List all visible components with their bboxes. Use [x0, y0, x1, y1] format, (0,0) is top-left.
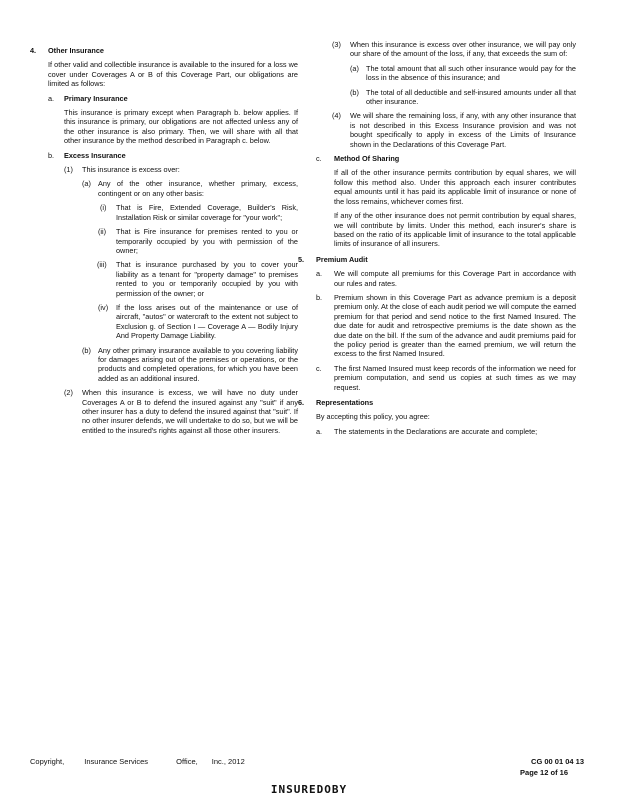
primary-insurance-text: This insurance is primary except when Paragraph b. below applies. If this insurance is primary, our obligations are not affected unless any of the other insurance is also primary. Then, we will share with all that other insurance by the method described in Paragraph c. below.: [64, 108, 298, 146]
item-text: We will share the remaining loss, if any, with any other insurance that is not described in this Excess Insurance provision and was not bought specifically to apply in excess of the Limits of Insurance shown in the Declarations of this Coverage Part.: [350, 111, 576, 149]
item-label: (b): [350, 87, 359, 97]
item-text: Any other primary insurance available to you covering liability for damages arising out of the premises or operations, or the products and completed operations, for which you have been added as an additional insured.: [98, 345, 298, 383]
item-text: When this insurance is excess over other insurance, we will pay only our share of the amount of the loss, if any, that exceeds the sum of:: [350, 40, 576, 59]
section-title: Other Insurance: [48, 46, 104, 55]
primary-insurance-heading: [30, 94, 298, 103]
item-text: This insurance is excess over:: [82, 165, 180, 175]
item-text: That is Fire, Extended Coverage, Builder's Risk, Installation Risk or similar coverage for "your work";: [116, 203, 298, 222]
item-label: (iv): [98, 302, 109, 312]
section-6-heading: [298, 398, 576, 407]
excess-item-3: [332, 40, 576, 59]
excess-item-2: [30, 388, 298, 435]
item-text: We will compute all premiums for this Coverage Part in accordance with our rules and rates.: [334, 269, 576, 288]
item-label: (iii): [97, 260, 107, 270]
item-label: (ii): [98, 227, 107, 237]
left-column: [30, 40, 298, 440]
copyright-inc: Inc., 2012: [211, 757, 245, 766]
premium-audit-c: [316, 364, 576, 392]
excess-item-4: [332, 111, 576, 149]
excess-item-ii: [30, 227, 298, 255]
section-title: Representations: [316, 398, 374, 407]
item-text: The total amount that all such other insurance would pay for the loss in the absence of this insurance; and: [366, 63, 576, 83]
premium-audit-b: [316, 293, 576, 359]
section-number: 5.: [298, 254, 305, 264]
item-label: (a): [82, 179, 91, 189]
item-label: b.: [48, 150, 55, 160]
method-of-sharing-heading: [316, 154, 578, 163]
item-label: c.: [316, 154, 322, 164]
item-label: a.: [48, 93, 55, 103]
excess-item-iii: [30, 260, 298, 298]
section-4-intro: If other valid and collectible insurance is available to the insured for a loss we cover under Coverages A or B of this Coverage Part, our obligations are limited as follows:: [48, 60, 298, 89]
item-label: a.: [316, 269, 323, 279]
excess-item-iv: [30, 303, 298, 341]
item-text: That is Fire insurance for premises rented to you or temporarily occupied by you with permission of the owner;: [116, 227, 298, 255]
footer-page-number: Page 12 of 16: [520, 768, 568, 777]
brand-watermark: INSUREDOBY: [270, 783, 348, 796]
item-text: That is insurance purchased by you to cover your liability as a tenant for "property damage" to premises rented to you or temporarily occupied by you with permission of the owner; or: [116, 260, 298, 298]
premium-audit-a: [316, 269, 576, 288]
section-4-heading: [30, 46, 298, 55]
item-text: Any of the other insurance, whether primary, excess, contingent or on any other basis:: [98, 179, 298, 198]
section-number: 6.: [298, 398, 305, 407]
excess-item-1a: [30, 179, 298, 198]
item-label: b.: [316, 292, 323, 302]
item-label: (2): [64, 388, 73, 398]
item-text: The total of all deductible and self-insured amounts under all that other insurance.: [366, 87, 576, 107]
copyright-office: Office,: [176, 757, 198, 766]
method-of-sharing-p1: If all of the other insurance permits contribution by equal shares, we will follow this method also. Under this approach each insurer contributes equal amounts until it has paid its applicable limit of insurance or none of the loss remains, whichever comes first.: [334, 168, 576, 206]
footer-copyright: [30, 757, 245, 766]
excess-insurance-heading: [30, 151, 298, 160]
item-label: (a): [350, 63, 359, 73]
item-label: (b): [82, 345, 91, 355]
item-label: (i): [100, 203, 107, 213]
item-text: Premium shown in this Coverage Part as advance premium is a deposit premium only. At the close of each audit period we will compute the earned premium for that period and send notice to the first Named Insured. The due date for audit and retrospective premiums is the date shown as the due date on the bill. If the sum of the advance and audit premiums paid for the policy period is greater than the earned premium, we will return the excess to the first Named Insured.: [334, 292, 576, 359]
item-title: Excess Insurance: [64, 150, 126, 160]
item-label: c.: [316, 363, 322, 373]
item-text: If the loss arises out of the maintenance or use of aircraft, "autos" or watercraft to the extent not subject to Exclusion g. of Section I — Coverage A — Bodily Injury And Property Damage Liability.: [116, 302, 298, 341]
excess-item-1: [30, 165, 298, 174]
representations-intro: By accepting this policy, you agree:: [316, 412, 430, 422]
section-title: Premium Audit: [316, 254, 368, 264]
method-of-sharing-p2: If any of the other insurance does not permit contribution by equal shares, we will contribute by limits. Under this method, each insurer's share is based on the ratio of its applicable limit of insurance to the total applicable limits of insurance of all insurers.: [334, 211, 576, 249]
item-label: (1): [64, 165, 73, 175]
excess-item-1b: [30, 346, 298, 384]
excess-item-i: [30, 203, 298, 222]
item-label: (3): [332, 40, 341, 49]
item-title: Method Of Sharing: [334, 154, 400, 164]
copyright-org: Insurance Services: [84, 757, 149, 766]
right-column: [298, 40, 576, 441]
item-text: The first Named Insured must keep records of the information we need for premium computation, and send us copies at such times as we may request.: [334, 363, 576, 392]
representations-a: [316, 427, 576, 436]
item-text: The statements in the Declarations are accurate and complete;: [334, 426, 538, 436]
item-text: When this insurance is excess, we will have no duty under Coverages A or B to defend the insured against any "suit" if any other insurer has a duty to defend the insured against that "suit". If no other insurer defends, we will undertake to do so, but we will be entitled to the insured's rights against all those other insurers.: [82, 388, 298, 435]
item-label: a.: [316, 426, 323, 436]
footer-form-number: CG 00 01 04 13: [531, 757, 584, 766]
item-label: (4): [332, 111, 341, 121]
excess-item-3b: [332, 88, 576, 107]
item-title: Primary Insurance: [64, 93, 128, 103]
excess-item-3a: [332, 64, 576, 83]
section-number: 4.: [30, 46, 37, 55]
copyright-label: Copyright,: [30, 757, 65, 766]
section-5-heading: [298, 255, 576, 264]
